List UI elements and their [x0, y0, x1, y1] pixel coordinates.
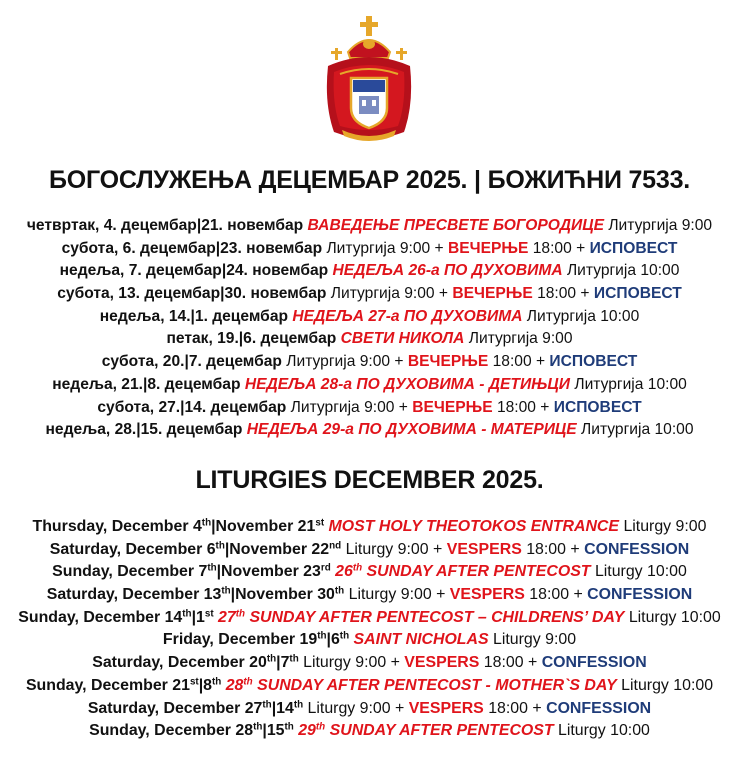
- liturgy-time: Liturgy 10:00: [594, 563, 687, 581]
- vespers-time: 18:00 +: [532, 239, 586, 257]
- liturgy-time: Liturgy 9:00 +: [307, 699, 405, 717]
- coat-of-arms-icon: [318, 14, 420, 144]
- liturgy-time: Liturgy 9:00: [493, 631, 577, 649]
- feast-name: НЕДЕЉА 28-а ПО ДУХОВИМА - ДЕТИЊЦИ: [244, 375, 570, 393]
- service-date: [52, 563, 331, 580]
- liturgy-time: Liturgy 9:00 +: [303, 654, 400, 672]
- ordinal-suffix: th: [284, 721, 294, 733]
- service-date: [50, 541, 341, 558]
- date-new-calendar: Thursday, December 4: [32, 518, 202, 535]
- service-date: [92, 654, 298, 671]
- feast-title: SUNDAY AFTER PENTECOST – CHILDRENS’ DAY: [249, 608, 625, 626]
- schedule-row: [0, 675, 739, 698]
- date-old-calendar: |November 22: [224, 540, 330, 558]
- feast-name: СВЕТИ НИКОЛА: [340, 330, 465, 348]
- liturgy-time: Liturgy 10:00: [558, 722, 650, 740]
- schedule-row: [0, 584, 739, 607]
- liturgy-time: Liturgy 10:00: [628, 608, 721, 626]
- confession-label: ИСПОВЕСТ: [553, 398, 642, 416]
- schedule-row: [0, 306, 739, 329]
- vespers-label: ВЕЧЕРЊЕ: [407, 353, 489, 371]
- vespers-time: 18:00 +: [537, 285, 590, 303]
- schedule-row: [0, 607, 739, 630]
- ordinal-suffix: th: [352, 562, 363, 574]
- ordinal-suffix: th: [243, 676, 253, 688]
- date-old-calendar: |6: [326, 631, 340, 649]
- feast-title: MOST HOLY THEOTOKOS ENTRANCE: [328, 518, 620, 535]
- feast-name: [226, 677, 617, 694]
- date-new-calendar: Saturday, December 20: [92, 654, 267, 672]
- liturgy-time: Литургија 10:00: [526, 307, 640, 325]
- ordinal-suffix: th: [201, 517, 212, 529]
- service-date: четвртак, 4. децембар|21. новембар: [26, 217, 304, 234]
- feast-name: [335, 563, 590, 580]
- feast-number: 28: [225, 676, 244, 694]
- confession-label: CONFESSION: [546, 699, 652, 717]
- ordinal-suffix: th: [334, 585, 345, 597]
- schedule-row: [0, 397, 739, 420]
- date-old-calendar: |7: [276, 654, 290, 672]
- schedule-row: [0, 328, 739, 351]
- confession-label: ИСПОВЕСТ: [589, 239, 678, 257]
- ordinal-suffix: rd: [320, 562, 331, 574]
- vespers-label: ВЕЧЕРЊЕ: [452, 285, 533, 303]
- liturgy-time: Литургија 9:00 +: [286, 353, 404, 371]
- service-date: субота, 20.|7. децембар: [101, 353, 282, 371]
- ordinal-suffix: th: [266, 653, 277, 665]
- ordinal-suffix: th: [207, 562, 217, 574]
- service-date: недеља, 28.|15. децембар: [45, 421, 243, 439]
- ordinal-suffix: th: [182, 608, 192, 620]
- feast-title: SAINT NICHOLAS: [353, 631, 489, 649]
- vespers-time: 18:00 +: [492, 353, 546, 371]
- liturgy-time: Литургија 9:00: [608, 217, 713, 234]
- liturgy-time: Литургија 9:00 +: [290, 398, 408, 416]
- ordinal-suffix: th: [339, 631, 350, 643]
- service-date: субота, 13. децембар|30. новембар: [57, 285, 327, 303]
- schedule-row: [0, 516, 739, 539]
- feast-name: [298, 722, 553, 739]
- date-new-calendar: Sunday, December 7: [52, 563, 208, 581]
- liturgy-time: Liturgy 9:00: [623, 518, 707, 535]
- confession-label: CONFESSION: [584, 540, 690, 558]
- ordinal-suffix: th: [289, 653, 299, 665]
- feast-name: НЕДЕЉА 27-а ПО ДУХОВИМА: [292, 307, 523, 325]
- ordinal-suffix: th: [262, 699, 272, 711]
- vespers-label: ВЕЧЕРЊЕ: [448, 239, 529, 257]
- feast-name: НЕДЕЉА 29-а ПО ДУХОВИМА - МАТЕРИЦЕ: [246, 421, 577, 439]
- date-old-calendar: |November 30: [230, 586, 335, 604]
- service-date: [47, 586, 344, 603]
- date-new-calendar: Sunday, December 28: [89, 722, 254, 740]
- schedule-row: [0, 720, 739, 743]
- service-date: петак, 19.|6. децембар: [166, 330, 337, 348]
- service-date: [33, 518, 325, 535]
- date-old-calendar: |8: [198, 676, 212, 694]
- service-date: [18, 609, 213, 626]
- vespers-label: ВЕЧЕРЊЕ: [412, 398, 493, 416]
- confession-label: ИСПОВЕСТ: [549, 353, 638, 371]
- ordinal-suffix: th: [212, 676, 222, 688]
- feast-number: 27: [218, 608, 236, 626]
- date-old-calendar: |1: [191, 608, 205, 626]
- schedule-row: [0, 238, 739, 261]
- feast-title: SUNDAY AFTER PENTECOST: [329, 722, 554, 740]
- ordinal-suffix: th: [235, 608, 246, 620]
- vespers-label: VESPERS: [449, 586, 525, 604]
- vespers-time: 18:00 +: [483, 654, 538, 672]
- vespers-time: 18:00 +: [529, 586, 583, 604]
- date-old-calendar: |November 21: [211, 518, 316, 535]
- schedule-row: [0, 283, 739, 306]
- schedule-row: [0, 260, 739, 283]
- confession-label: CONFESSION: [541, 654, 647, 672]
- ordinal-suffix: st: [204, 608, 214, 620]
- vespers-label: VESPERS: [404, 654, 480, 672]
- vespers-label: VESPERS: [446, 540, 522, 558]
- ordinal-suffix: th: [253, 721, 263, 733]
- feast-title: SUNDAY AFTER PENTECOST - MOTHER`S DAY: [257, 676, 617, 694]
- schedule-row: [0, 698, 739, 721]
- liturgy-time: Литургија 10:00: [581, 421, 694, 439]
- ordinal-suffix: st: [189, 676, 199, 688]
- liturgy-time: Литургија 9:00 +: [326, 239, 444, 257]
- date-new-calendar: Saturday, December 13: [46, 586, 222, 604]
- liturgy-time: Литургија 10:00: [574, 375, 687, 393]
- date-new-calendar: Saturday, December 27: [87, 699, 263, 717]
- schedule-row: [0, 561, 739, 584]
- liturgy-time: Liturgy 10:00: [621, 676, 714, 694]
- service-date: [88, 700, 303, 717]
- service-date: субота, 6. децембар|23. новембар: [61, 239, 323, 257]
- feast-number: 26: [335, 563, 353, 581]
- date-new-calendar: Sunday, December 21: [25, 676, 190, 694]
- ordinal-suffix: th: [293, 699, 304, 711]
- date-old-calendar: |15: [262, 722, 285, 740]
- ordinal-suffix: st: [315, 517, 325, 529]
- feast-title: SUNDAY AFTER PENTECOST: [366, 563, 591, 581]
- service-date: недеља, 7. децембар|24. новембар: [59, 262, 329, 280]
- date-old-calendar: |14: [271, 699, 294, 717]
- ordinal-suffix: th: [221, 585, 231, 597]
- schedule-list-serbian: [0, 215, 739, 442]
- vespers-time: 18:00 +: [488, 699, 542, 717]
- service-date: [163, 631, 349, 648]
- schedule-row: [0, 419, 739, 442]
- feast-name: [218, 609, 624, 626]
- liturgy-time: Литургија 9:00: [468, 330, 573, 348]
- date-new-calendar: Friday, December 19: [162, 631, 318, 649]
- feast-number: 29: [298, 722, 316, 740]
- liturgy-time: Liturgy 9:00 +: [348, 586, 446, 604]
- page-title-english: LITURGIES DECEMBER 2025.: [195, 466, 544, 494]
- ordinal-suffix: nd: [329, 540, 342, 552]
- schedule-row: [0, 652, 739, 675]
- ordinal-suffix: th: [317, 631, 327, 643]
- schedule-row: [0, 629, 739, 652]
- confession-label: CONFESSION: [587, 586, 693, 604]
- date-old-calendar: |November 23: [216, 563, 321, 581]
- schedule-list-english: [0, 516, 739, 743]
- date-new-calendar: Saturday, December 6: [49, 540, 216, 558]
- feast-name: [329, 518, 619, 535]
- schedule-row: [0, 374, 739, 397]
- service-date: недеља, 14.|1. децембар: [99, 307, 289, 325]
- service-date: субота, 27.|14. децембар: [97, 398, 287, 416]
- liturgy-time: Литургија 9:00 +: [330, 285, 448, 303]
- schedule-row: [0, 215, 739, 238]
- vespers-time: 18:00 +: [526, 540, 580, 558]
- feast-name: ВАВЕДЕЊЕ ПРЕСВЕТЕ БОГОРОДИЦЕ: [307, 217, 604, 234]
- service-date: [89, 722, 294, 739]
- feast-name: НЕДЕЉА 26-а ПО ДУХОВИМА: [332, 262, 563, 280]
- schedule-row: [0, 351, 739, 374]
- liturgy-time: Liturgy 9:00 +: [345, 540, 443, 558]
- vespers-time: 18:00 +: [496, 398, 550, 416]
- liturgy-time: Литургија 10:00: [566, 262, 680, 280]
- service-date: недеља, 21.|8. децембар: [52, 375, 241, 393]
- ordinal-suffix: th: [215, 540, 225, 552]
- ordinal-suffix: th: [315, 721, 326, 733]
- feast-name: [354, 631, 489, 648]
- service-date: [26, 677, 221, 694]
- confession-label: ИСПОВЕСТ: [593, 285, 682, 303]
- date-new-calendar: Sunday, December 14: [18, 608, 183, 626]
- schedule-row: [0, 539, 739, 562]
- page-title-serbian: БОГОСЛУЖЕЊА ДЕЦЕМБАР 2025. | БОЖИЋНИ 7533.: [48, 166, 691, 194]
- vespers-label: VESPERS: [408, 699, 484, 717]
